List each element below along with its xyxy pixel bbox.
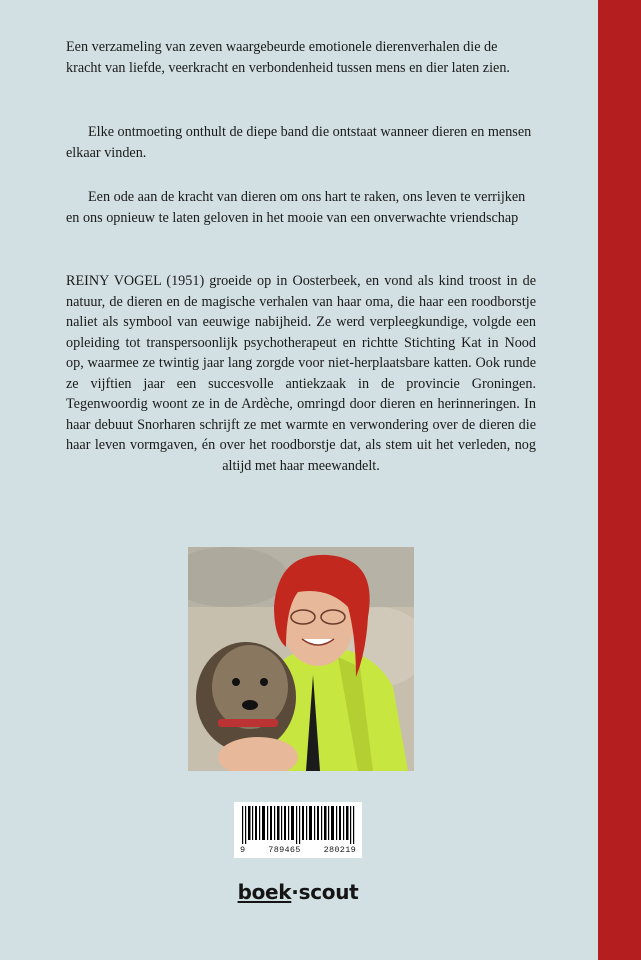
publisher-logo [234,880,362,904]
red-spine-stripe [598,0,641,960]
author-bio: REINY VOGEL (1951) groeide op in Oosterbeek, en vond als kind troost in de natuur, de dieren en de magische verhalen van haar oma, die haar een roodborstje naliet als symbool van eeuwige nabijheid. Ze werd verpleegkundige, volgde een opleiding tot transpersoonlijk psychotherapeut en richtte Stichting Kat in Nood op, waarmee ze twintig jaar lang zorgde voor niet-herplaatsbare katten. Ook runde ze vijftien jaar een succesvolle antiekzaak in de provincie Groningen. Tegenwoordig woont ze in de Ardèche, omringd door dieren en herinneringen. In haar debuut Snorharen schrijft ze met warmte en verwondering over de dieren die haar leven vormgaven, én over het roodborstje dat, als stem uit het verleden, nog altijd met haar meewandelt. [66,273,536,474]
blurb-paragraph-2: Elke ontmoeting onthult de diepe band die ontstaat wanneer dieren en mensen elkaar vinden. [66,124,532,161]
publisher-logo-dot: · [291,880,299,904]
publisher-logo-part2: scout [298,880,359,904]
isbn-barcode [234,802,362,858]
isbn-number [234,845,362,855]
blurb-paragraph-3: Een ode aan de kracht van dieren om ons hart te raken, ons leven te verrijken en ons opnieuw te laten geloven in het mooie van een onverwachte vriendschap [66,189,526,226]
isbn-right-group: 280219 [323,845,356,855]
author-photo [188,547,414,771]
barcode-bars [240,806,356,844]
isbn-left-group: 789465 [268,845,301,855]
isbn-prefix: 9 [240,845,246,855]
blurb-paragraph-1: Een verzameling van zeven waargebeurde emotionele dierenverhalen die de kracht van liefde, veerkracht en verbondenheid tussen mens en dier laten zien. [66,39,510,76]
publisher-logo-part1: boek [237,880,292,904]
